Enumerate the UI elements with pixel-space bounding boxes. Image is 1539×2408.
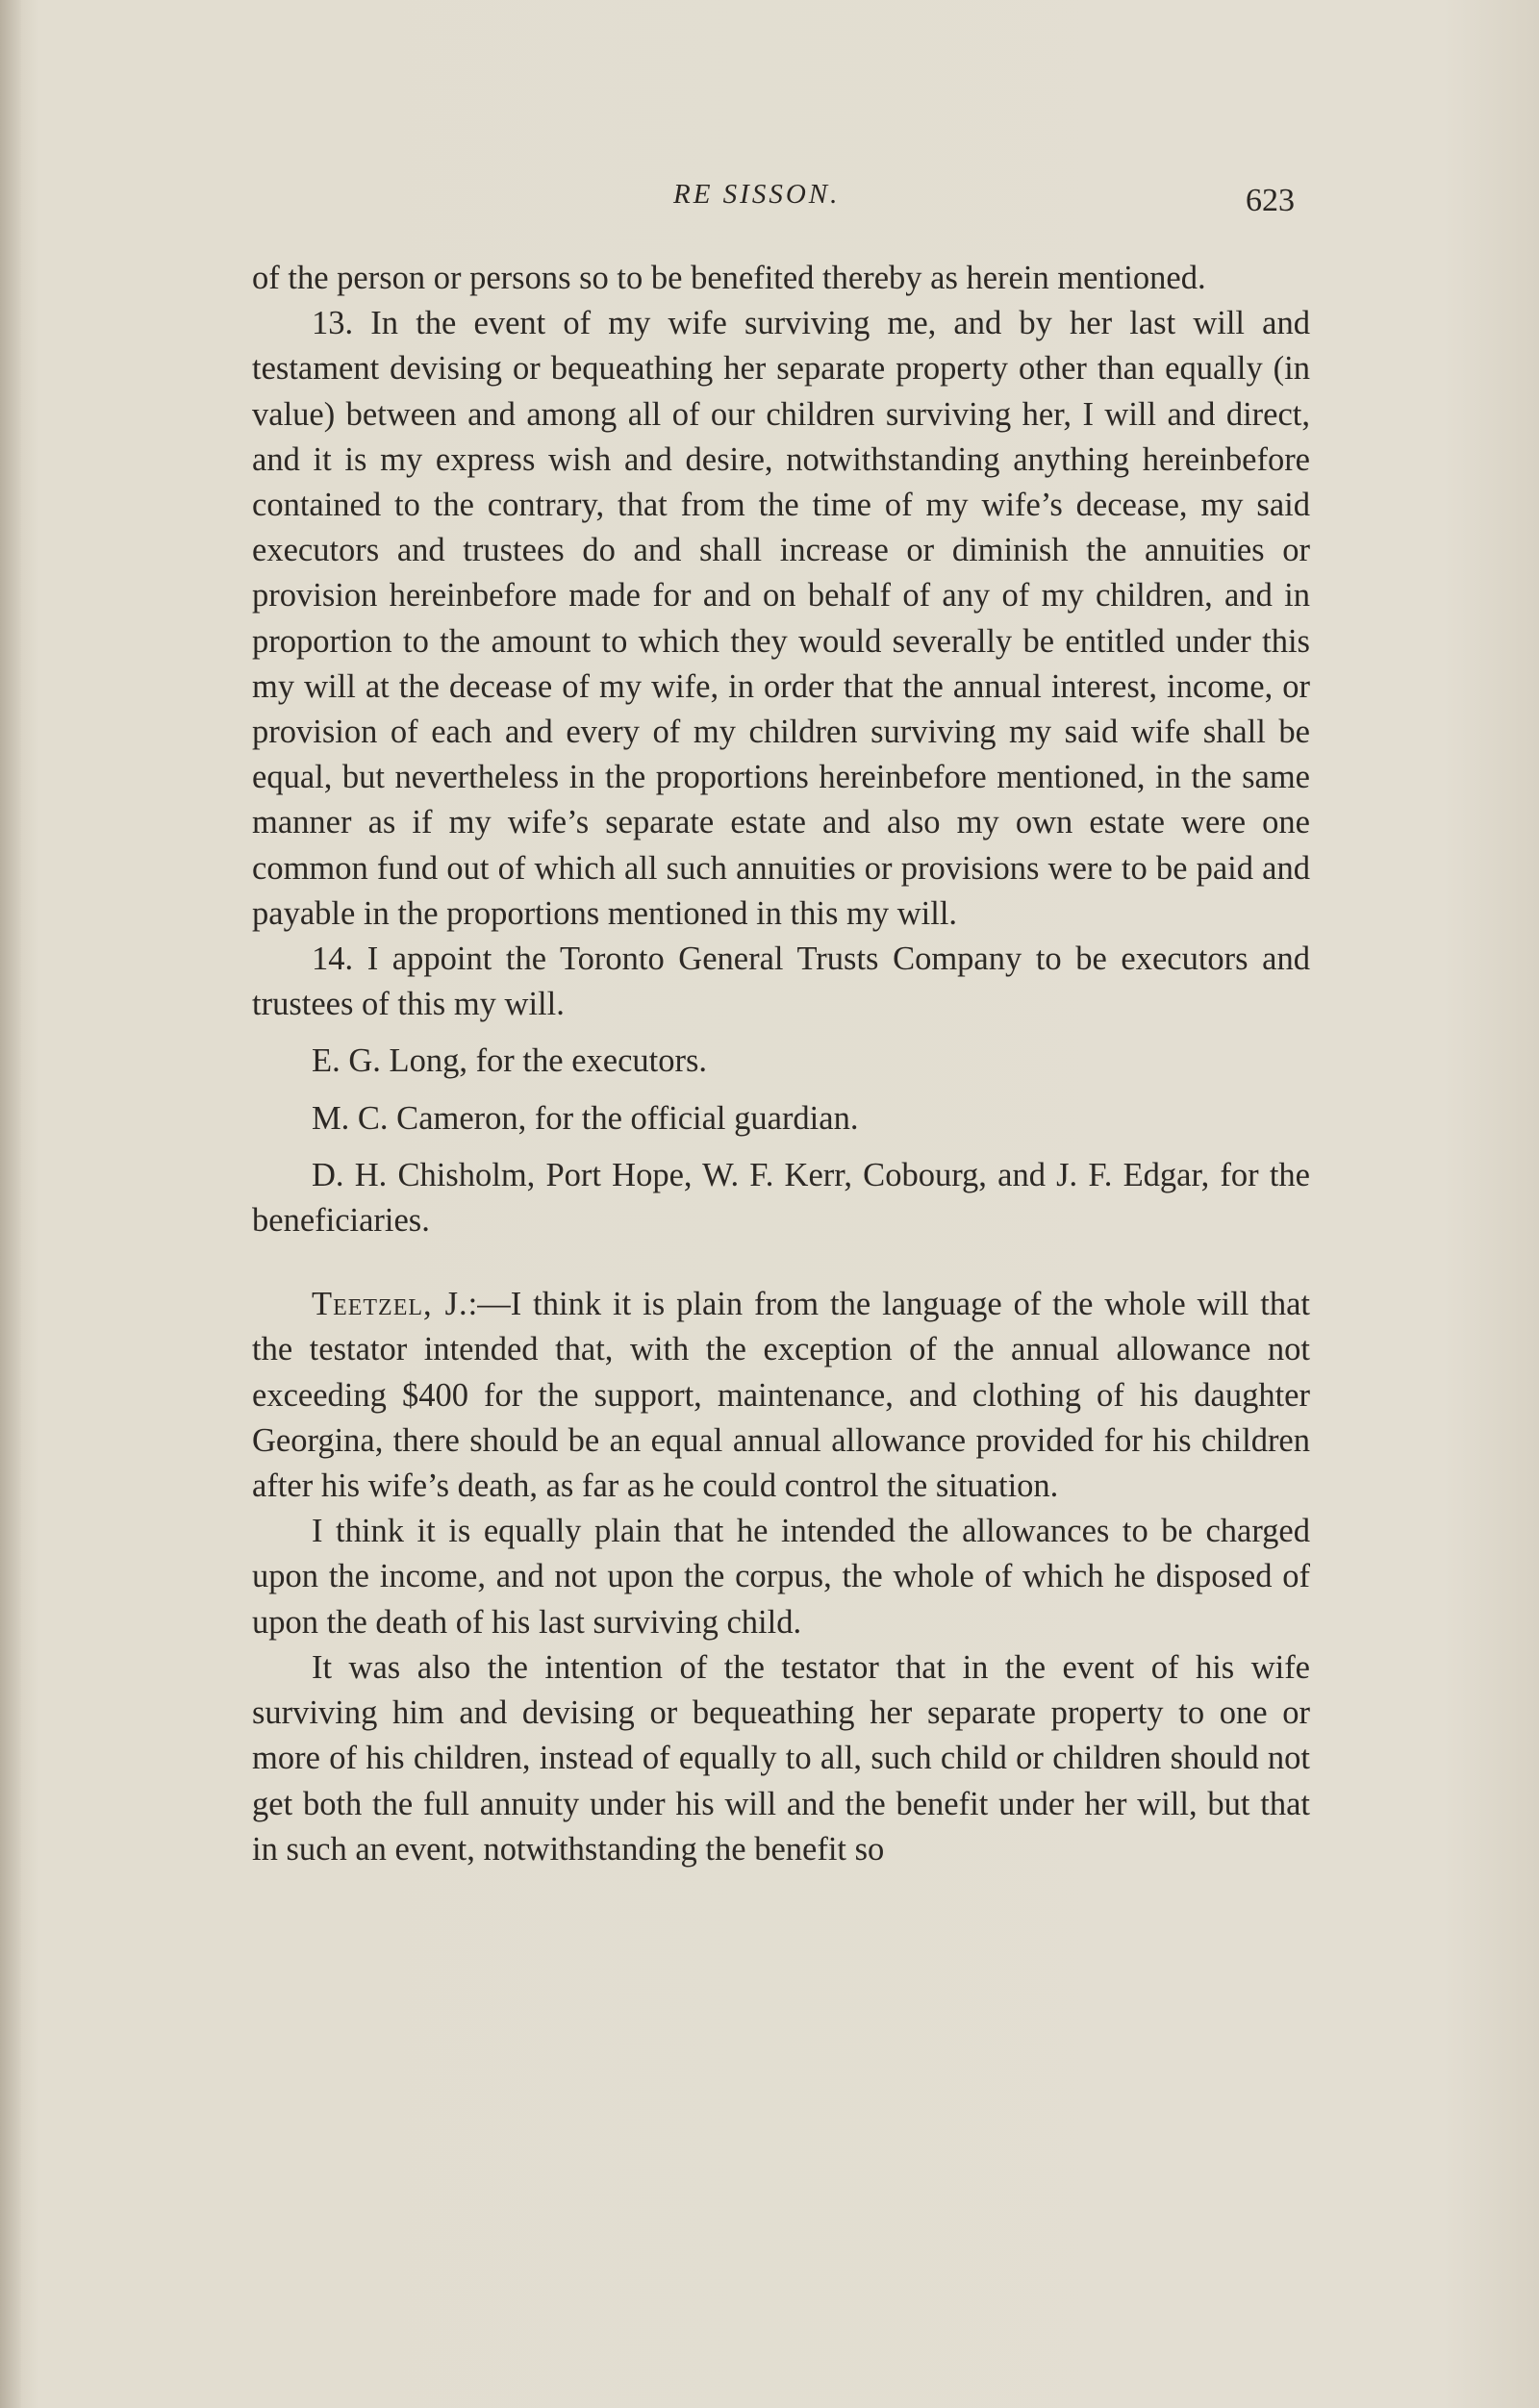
binding-edge [0, 0, 21, 2408]
judgment-paragraph-3: It was also the intention of the testator that in the event of his wife surviving him and devising or bequeathing her separate property to one or more of his children, instead of equally to all, such child or children should not get both the full annuity under his will and the benefit under her will, but that in such an event, notwithstanding the benefit so [252, 1648, 1310, 1868]
clause-14: 14. I appoint the Toronto General Trusts Company to be executors and trustees of this my will. [252, 941, 1310, 1023]
counsel-executors: E. G. Long, for the executors. [312, 1042, 708, 1080]
judgment-intro: :—I think it is plain from the language of the whole will that the testator intended that, with the exception of the annual allowance not exceeding $400 for the support, maintenance, and clothing of his daughter Georgina, there should be an equal annual allowance provided for his children after his wife’s death, as far as he could control the situation. [252, 1286, 1310, 1505]
page-body [252, 256, 1310, 1872]
clause-13: 13. In the event of my wife surviving me, and by her last will and testament devising or bequeathing her separate property other than equally (in value) between and among all of our children surviving her, I will and direct, and it is my express wish and desire, notwithstanding anything hereinbefore contained to the contrary, that from the time of my wife’s decease, my said executors and trustees do and shall increase or diminish the annuities or provision hereinbefore made for and on behalf of any of my children, and in proportion to the amount to which they would severally be entitled under this my will at the decease of my wife, in order that the annual interest, income, or provision of each and every of my children surviving my said wife shall be equal, but nevertheless in the proportions hereinbefore mentioned, in the same manner as if my wife’s separate estate and also my own estate were one common fund out of which all such annuities or provisions were to be paid and payable in the proportions mentioned in this my will. [252, 305, 1310, 932]
judgment-paragraph-2: I think it is equally plain that he intended the allowances to be charged upon the income, and not upon the corpus, the whole of which he disposed of upon the death of his last surviving child. [252, 1513, 1310, 1641]
counsel-guardian: M. C. Cameron, for the official guardian. [312, 1099, 859, 1137]
running-title: RE SISSON. [673, 179, 841, 210]
judge-name: Teetzel, J. [312, 1286, 468, 1323]
counsel-beneficiaries: D. H. Chisholm, Port Hope, W. F. Kerr, Cobourg, and J. F. Edgar, for the beneficiaries. [252, 1156, 1310, 1240]
judgment-opening [252, 1282, 1310, 1509]
running-header [0, 179, 1539, 217]
page-number: 623 [1246, 183, 1295, 218]
continued-paragraph: of the person or persons so to be benefited thereby as herein mentioned. [252, 260, 1206, 296]
